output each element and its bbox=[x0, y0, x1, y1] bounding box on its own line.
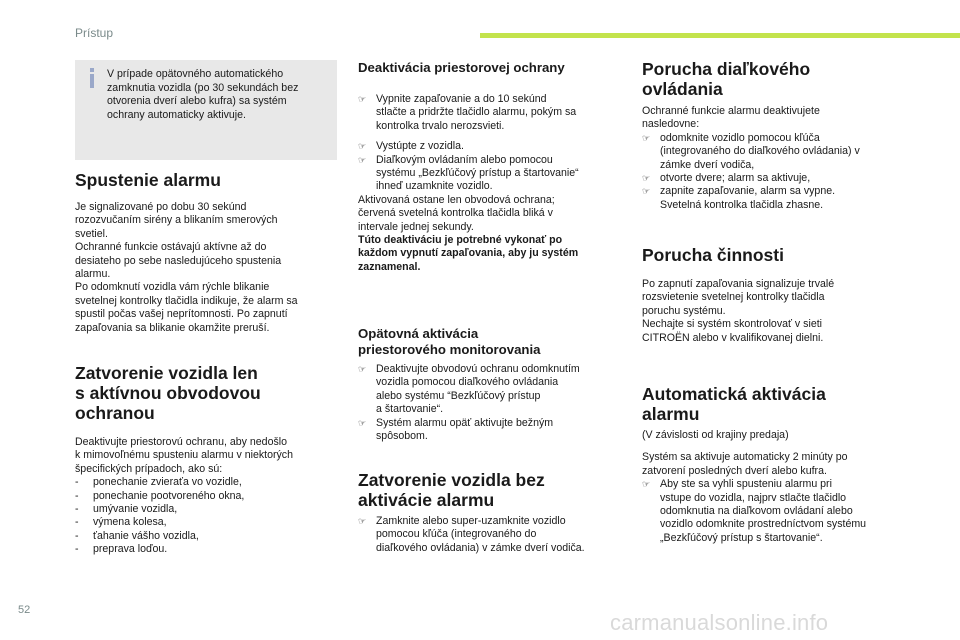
arrow-bullet-icon: ☞ bbox=[358, 94, 367, 104]
list-item: ☞ Systém alarmu opäť aktivujte bežným spôsobom. bbox=[358, 416, 554, 443]
info-text: V prípade opätovného automatického zamknutia vozidla (po 30 sekundách bez otvorenia dverí alebo kufra) sa systém ochrany automaticky aktivuje. bbox=[107, 68, 299, 121]
watermark: carmanualsonline.info bbox=[610, 610, 829, 635]
lock-without-alarm-text bbox=[358, 515, 628, 555]
auto-activation-text: (V závislosti od krajiny predaja) Systém sa aktivuje automaticky 2 minúty po zatvorení posledných dverí alebo kufra. ☞ Aby ste sa vyhli spusteniu alarmu pri vstupe do vozidla, najprv stlačte tlačidlo odomknutia na diaľkovom ovládaní alebo vozidlo odomknite prostredníctvom systému „Bezkľúčový prístup s štartovanie“. bbox=[642, 429, 908, 545]
page-number: 52 bbox=[18, 604, 31, 616]
arrow-bullet-icon: ☞ bbox=[358, 364, 367, 374]
heading-remote-failure: Porucha diaľkového ovládania bbox=[642, 59, 811, 99]
list-item: - ponechanie zvieraťa vo vozidle, bbox=[75, 476, 242, 489]
heading-auto-activation: Automatická aktivácia alarmu bbox=[642, 384, 826, 424]
arrow-bullet-icon: ☞ bbox=[358, 516, 367, 526]
malfunction-text: Po zapnutí zapaľovania signalizuje trvalé rozsvietenie svetelnej kontrolky tlačidla poruchu systému. Nechajte si systém skontrolovať v sieti CITROËN alebo v kvalifikovanej dielni. bbox=[642, 278, 835, 344]
alarm-trigger-text: Je signalizované po dobu 30 sekúnd rozozvučaním sirény a blikaním smerových svetiel. Ochranné funkcie ostávajú aktívne až do desiateho po sebe nasledujúceho spustenia alarmu. Po odomknutí vozidla vám rýchle blikanie svetelnej kontrolky tlačidla indikuje, že alarm sa spustil počas vašej neprítomnosti. Po zapnutí zapaľovania sa blikanie okamžite preruší. bbox=[75, 201, 298, 334]
list-item: ☞ Aby ste sa vyhli spusteniu alarmu pri vstupe do vozidla, najprv stlačte tlačidlo odomknutia na diaľkovom ovládaní alebo vozidlo odomknite prostredníctvom systému „Bezkľúčový prístup s štartovanie“. bbox=[642, 478, 867, 544]
section-title: Prístup bbox=[75, 26, 114, 40]
arrow-bullet-icon: ☞ bbox=[642, 132, 651, 143]
arrow-bullet-icon: ☞ bbox=[358, 141, 367, 152]
list-item: - ťahanie vášho vozidla, bbox=[75, 529, 199, 542]
arrow-bullet-icon: ☞ bbox=[642, 479, 651, 490]
reactivate-text bbox=[358, 363, 624, 443]
list-item: - výmena kolesa, bbox=[75, 516, 167, 529]
list-item: ☞ Vystúpte z vozidla. bbox=[358, 140, 464, 153]
header-accent-bar bbox=[480, 33, 960, 38]
list-item: - umývanie vozidla, bbox=[75, 503, 178, 516]
arrow-bullet-icon: ☞ bbox=[642, 186, 651, 197]
list-item: ☞ odomknite vozidlo pomocou kľúča (integrovaného do diaľkového ovládania) v zámke dverí vodiča, bbox=[642, 131, 860, 171]
info-box bbox=[75, 60, 337, 160]
list-item: - preprava loďou. bbox=[75, 543, 168, 556]
info-icon bbox=[85, 68, 99, 88]
list-item: ☞ Vypnite zapaľovanie a do 10 sekúnd stlačte a pridržte tlačidlo alarmu, pokým sa kontrolka trvalo nerozsvieti. bbox=[358, 93, 577, 132]
arrow-bullet-icon: ☞ bbox=[358, 154, 367, 165]
heading-lock-without-alarm: Zatvorenie vozidla bez aktivácie alarmu bbox=[358, 470, 545, 510]
list-item: ☞ otvorte dvere; alarm sa aktivuje, bbox=[642, 172, 811, 185]
heading-deactivate-volumetric: Deaktivácia priestorovej ochrany bbox=[358, 60, 565, 75]
deactivate-volumetric-text: ☞ Vypnite zapaľovanie a do 10 sekúnd stlačte a pridržte tlačidlo alarmu, pokým sa kontrolka trvalo nerozsvieti. ☞ Vystúpte z vozidla. ☞ Diaľkovým ovládaním alebo pomocou systému „Bezkľúčový prístup a štartovanie“ ihneď uzamknite vozidlo. Aktivovaná ostane len obvodová ochrana; červená svetelná kontrolka tlačidla bliká v intervale jednej sekundy. Túto deaktiváciu je potrebné vykonať po každom vypnutí zapaľovania, aby ju systém zaznamenal. bbox=[358, 93, 624, 274]
remote-failure-text: Ochranné funkcie alarmu deaktivujete nasledovne: ☞ odomknite vozidlo pomocou kľúča (integrovaného do diaľkového ovládania) v zámke dverí vodiča, ☞ otvorte dvere; alarm sa aktivuje, ☞ zapnite zapaľovanie, alarm sa vypne. Svetelná kontrolka tlačidla zhasne. bbox=[642, 105, 908, 212]
heading-malfunction: Porucha činnosti bbox=[642, 245, 784, 265]
list-item: ☞ Zamknite alebo super-uzamknite vozidlo pomocou kľúča (integrovaného do diaľkového ovládania) v zámke dverí vodiča. bbox=[358, 515, 585, 554]
heading-reactivate: Opätovná aktivácia priestorového monitorovania bbox=[358, 326, 541, 357]
heading-perimeter-only: Zatvorenie vozidla len s aktívnou obvodovou ochranou bbox=[75, 363, 261, 423]
list-item: - ponechanie pootvoreného okna, bbox=[75, 489, 245, 502]
arrow-bullet-icon: ☞ bbox=[642, 173, 651, 184]
arrow-bullet-icon: ☞ bbox=[358, 417, 367, 428]
list-item: ☞ zapnite zapaľovanie, alarm sa vypne. Svetelná kontrolka tlačidla zhasne. bbox=[642, 185, 836, 211]
heading-alarm-trigger: Spustenie alarmu bbox=[75, 170, 221, 190]
perimeter-only-text: Deaktivujte priestorovú ochranu, aby nedošlo k mimovoľnému spusteniu alarmu v niektorých špecifických prípadoch, ako sú: - ponechanie zvieraťa vo vozidle, - ponechanie pootvoreného okna, - umývanie vozidla, - výmena kolesa, - ťahanie vášho vozidla, - preprava loďou. bbox=[75, 436, 337, 557]
list-item: ☞ Diaľkovým ovládaním alebo pomocou systému „Bezkľúčový prístup a štartovanie“ ihneď uzamknite vozidlo. bbox=[358, 153, 579, 193]
list-item: ☞ Deaktivujte obvodovú ochranu odomknutím vozidla pomocou diaľkového ovládania alebo systému “Bezkľúčový prístup a štartovanie“. bbox=[358, 363, 580, 416]
